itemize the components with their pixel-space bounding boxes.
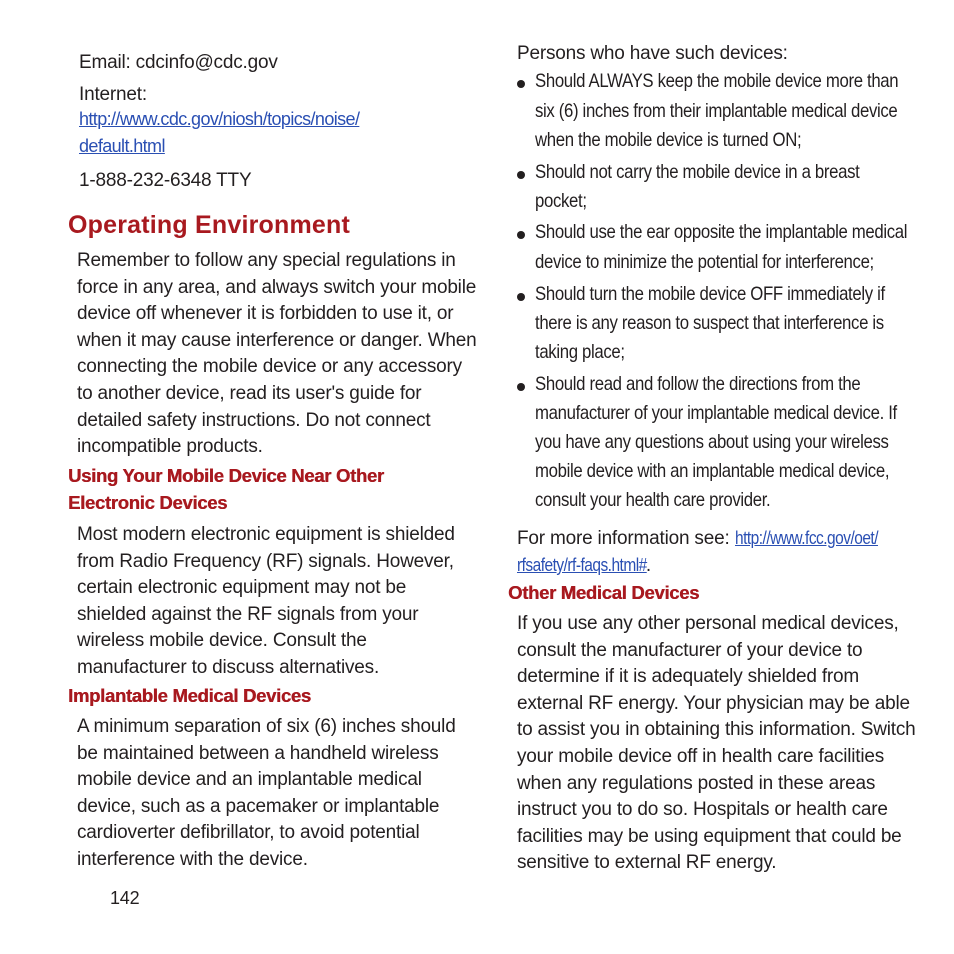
bullet-line: you have any questions about using your wireless (535, 431, 889, 453)
paragraph-line: from Radio Frequency (RF) signals. However, (77, 550, 454, 572)
bullet-line: mobile device with an implantable medical device, (535, 460, 890, 482)
contact-internet-label: Internet: (79, 84, 147, 105)
bullet-icon (517, 171, 525, 179)
implantable-heading: Implantable Medical Devices (68, 685, 311, 706)
bullet-line: consult your health care provider. (535, 489, 771, 511)
contact-tty: 1-888-232-6348 TTY (79, 170, 252, 191)
heading-line: Using Your Mobile Device Near Other (68, 465, 384, 486)
near-other-devices-heading (68, 463, 384, 516)
bullet-line: Should read and follow the directions from the (535, 373, 861, 395)
paragraph-line: consult the manufacturer of your device to (517, 639, 863, 661)
paragraph-line: cardioverter defibrillator, to avoid potential (77, 822, 420, 844)
paragraph-line: when any regulations posted in these areas (517, 772, 876, 794)
paragraph-line: determine if it is adequately shielded from (517, 666, 860, 688)
bullet-line: when the mobile device is turned ON; (535, 129, 802, 151)
persons-bullet-list (517, 70, 954, 520)
operating-environment-paragraph (77, 248, 477, 461)
bullet-line: there is any reason to suspect that interference is (535, 312, 884, 334)
paragraph-line: mobile device and an implantable medical (77, 769, 422, 791)
paragraph-line: interference with the device. (77, 848, 308, 870)
persons-intro: Persons who have such devices: (517, 43, 788, 64)
more-info-label: For more information see: (517, 528, 735, 549)
bullet-line: Should turn the mobile device OFF immediately if (535, 283, 885, 305)
paragraph-line: A minimum separation of six (6) inches should (77, 716, 456, 737)
bullet-line: Should use the ear opposite the implantable medical (535, 221, 908, 243)
bullet-line: taking place; (535, 341, 625, 363)
niosh-link-line1[interactable]: http://www.cdc.gov/niosh/topics/noise/ (79, 109, 360, 129)
paragraph-line: manufacturer to discuss alternatives. (77, 656, 380, 678)
paragraph-line: shielded against the RF signals from your (77, 603, 419, 625)
bullet-line: pocket; (535, 190, 587, 212)
paragraph-line: to assist you in obtaining this information. Switch (517, 719, 916, 741)
paragraph-line: Remember to follow any special regulations in (77, 250, 456, 271)
other-medical-paragraph (517, 611, 937, 877)
heading-line: Electronic Devices (68, 491, 228, 513)
more-info-period: . (645, 555, 651, 576)
bullet-line: Should not carry the mobile device in a breast (535, 161, 860, 183)
paragraph-line: If you use any other personal medical devices, (517, 613, 899, 634)
paragraph-line: external RF energy. Your physician may be able (517, 692, 910, 714)
paragraph-line: Most modern electronic equipment is shielded (77, 524, 455, 545)
paragraph-line: when it may cause interference or danger. When (77, 329, 477, 351)
bullet-icon (517, 80, 525, 88)
paragraph-line: facilities may be using equipment that could be (517, 825, 902, 847)
bullet-line: Should ALWAYS keep the mobile device more than (535, 70, 899, 92)
paragraph-line: wireless mobile device. Consult the (77, 630, 367, 652)
paragraph-line: device off whenever it is forbidden to use it, or (77, 303, 454, 325)
paragraph-line: certain electronic equipment may not be (77, 577, 407, 599)
fcc-link-line2[interactable]: rfsafety/rf-faqs.html# (517, 555, 647, 575)
bullet-line: manufacturer of your implantable medical device. If (535, 402, 897, 424)
bullet-icon (517, 231, 525, 239)
paragraph-line: to another device, read its user's guide for (77, 382, 422, 404)
paragraph-line: your mobile device off in health care facilities (517, 745, 885, 767)
niosh-link-line2[interactable]: default.html (79, 136, 165, 156)
paragraph-line: device, such as a pacemaker or implantable (77, 795, 440, 817)
page-number: 142 (110, 888, 140, 908)
fcc-link-line1[interactable]: http://www.fcc.gov/oet/ (734, 528, 878, 548)
contact-email: Email: cdcinfo@cdc.gov (79, 52, 278, 73)
paragraph-line: instruct you to do so. Hospitals or health care (517, 799, 888, 821)
paragraph-line: connecting the mobile device or any accessory (77, 356, 462, 378)
more-info-line (517, 525, 901, 553)
near-other-devices-paragraph (77, 522, 477, 682)
bullet-line: device to minimize the potential for interference; (535, 251, 874, 273)
paragraph-line: sensitive to external RF energy. (517, 852, 777, 874)
implantable-paragraph (77, 714, 477, 874)
bullet-icon (517, 383, 525, 391)
paragraph-line: be maintained between a handheld wireless (77, 742, 439, 764)
operating-environment-heading: Operating Environment (68, 211, 351, 239)
other-medical-heading: Other Medical Devices (508, 582, 700, 603)
paragraph-line: force in any area, and always switch your mobile (77, 276, 477, 298)
paragraph-line: incompatible products. (77, 436, 263, 458)
paragraph-line: detailed safety instructions. Do not connect (77, 409, 431, 431)
more-info-line2 (517, 552, 651, 580)
bullet-line: six (6) inches from their implantable medical device (535, 100, 898, 122)
bullet-icon (517, 293, 525, 301)
